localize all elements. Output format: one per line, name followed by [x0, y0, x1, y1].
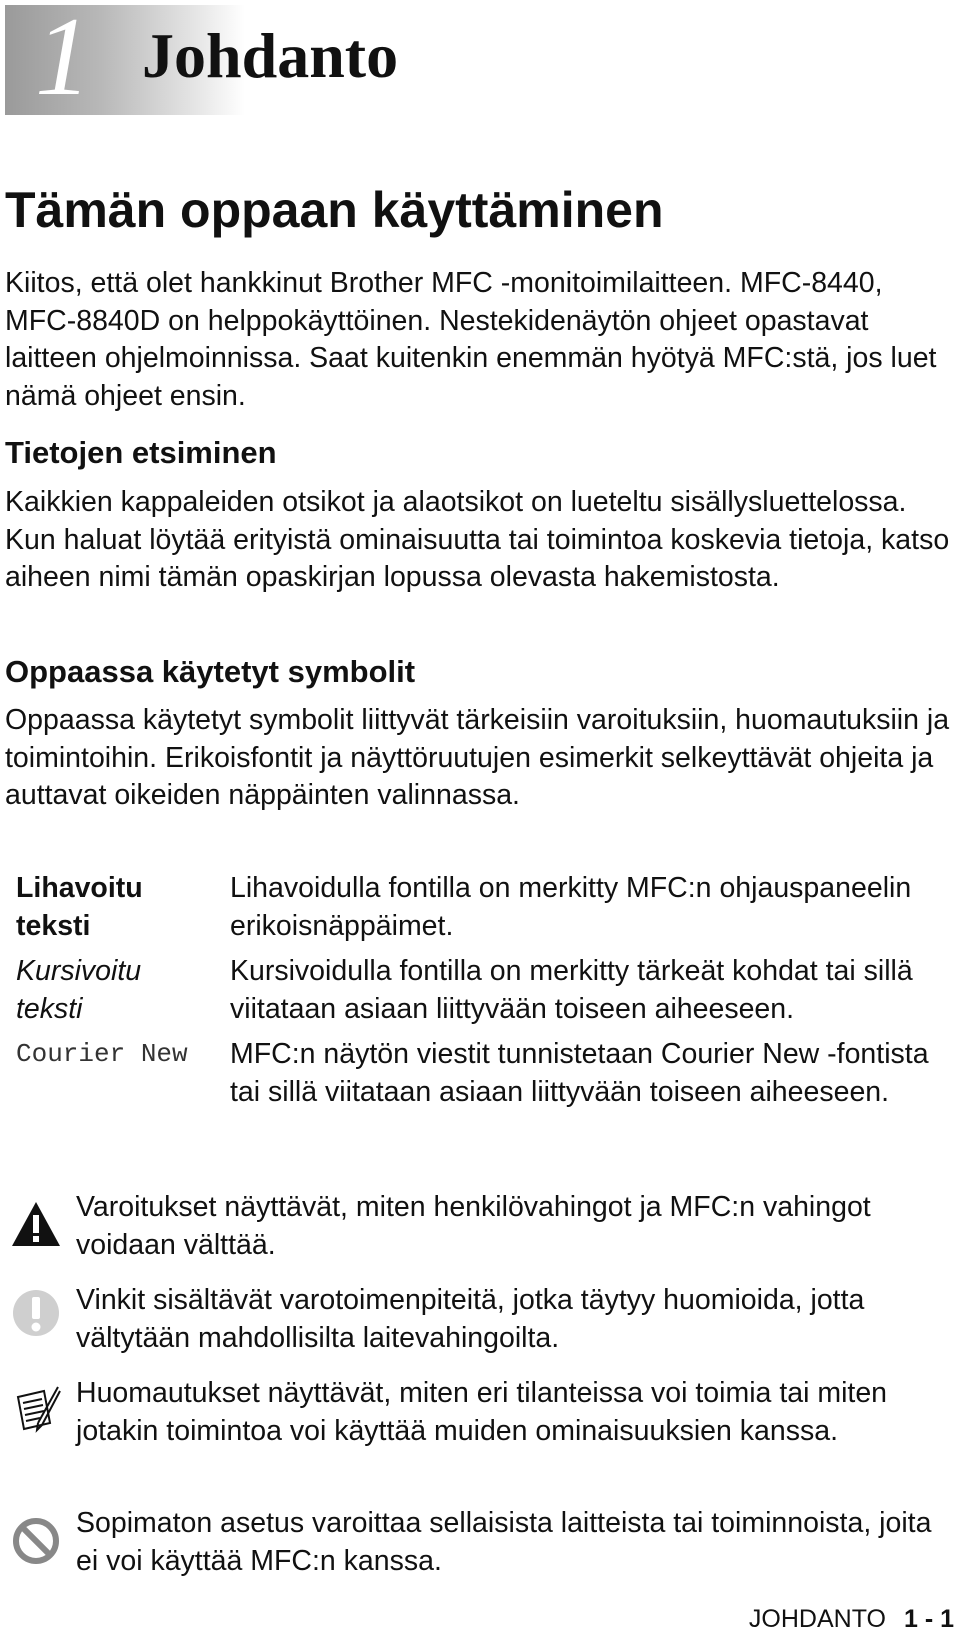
prohibited-icon — [10, 1515, 62, 1567]
finding-heading: Tietojen etsiminen — [5, 435, 277, 470]
chapter-number: 1 — [35, 0, 91, 119]
note-warning-text: Varoitukset näyttävät, miten henkilövahingot ja MFC:n vahingot voidaan välttää. — [76, 1191, 871, 1261]
convention-definition-courier: MFC:n näytön viestit tunnistetaan Courier New -fontista tai sillä viitataan asiaan liittyvään toiseen aiheeseen. — [230, 1038, 929, 1108]
note-pencil-icon — [10, 1383, 62, 1435]
footer-page-number: 1 - 1 — [903, 1605, 954, 1633]
convention-definition-bold: Lihavoidulla fontilla on merkitty MFC:n ohjauspaneelin erikoisnäppäimet. — [230, 872, 912, 942]
convention-term-italic: Kursivoitu teksti — [16, 955, 142, 1025]
convention-definition-italic: Kursivoidulla fontilla on merkitty tärkeät kohdat tai sillä viitataan asiaan liittyvään toiseen aiheeseen. — [230, 955, 913, 1025]
page-footer — [749, 1604, 954, 1634]
symbols-paragraph: Oppaassa käytetyt symbolit liittyvät tärkeisiin varoituksiin, huomautuksiin ja toimintoihin. Erikoisfontit ja näyttöruutujen esimerkit selkeyttävät ohjeita ja auttavat oikeiden näppäinten valinnassa. — [5, 704, 950, 811]
chapter-title: Johdanto — [142, 20, 399, 91]
intro-paragraph: Kiitos, että olet hankkinut Brother MFC -monitoimilaitteen. MFC-8440, MFC-8840D on helppokäyttöinen. Nestekidenäytön ohjeet opastavat laitteen ohjelmoinnissa. Saat kuitenkin enemmän hyötyä MFC:stä, jos luet nämä ohjeet ensin. — [5, 267, 937, 412]
footer-section: JOHDANTO — [748, 1605, 886, 1633]
symbols-heading: Oppaassa käytetyt symbolit — [5, 654, 416, 689]
note-caution-text: Vinkit sisältävät varotoimenpiteitä, jotka täytyy huomioida, jotta vältytään mahdollisilta laitevahingoilta. — [76, 1284, 865, 1354]
section-title: Tämän oppaan käyttäminen — [5, 182, 664, 238]
caution-exclamation-icon — [10, 1287, 62, 1339]
convention-term-courier: Courier New — [16, 1039, 188, 1069]
note-prohibited-text: Sopimaton asetus varoittaa sellaisista laitteista tai toiminnoista, joita ei voi käyttää MFC:n kanssa. — [76, 1507, 932, 1577]
warning-triangle-icon — [10, 1198, 62, 1250]
finding-paragraph: Kaikkien kappaleiden otsikot ja alaotsikot on lueteltu sisällysluettelossa. Kun haluat löytää erityistä ominaisuutta tai toimintoa koskevia tietoja, katso aiheen nimi tämän opaskirjan lopussa olevasta hakemistosta. — [5, 486, 950, 593]
note-info-text: Huomautukset näyttävät, miten eri tilanteissa voi toimia tai miten jotakin toimintoa voi käyttää muiden ominaisuuksien kanssa. — [76, 1377, 888, 1447]
convention-term-bold: Lihavoitu teksti — [16, 872, 143, 942]
